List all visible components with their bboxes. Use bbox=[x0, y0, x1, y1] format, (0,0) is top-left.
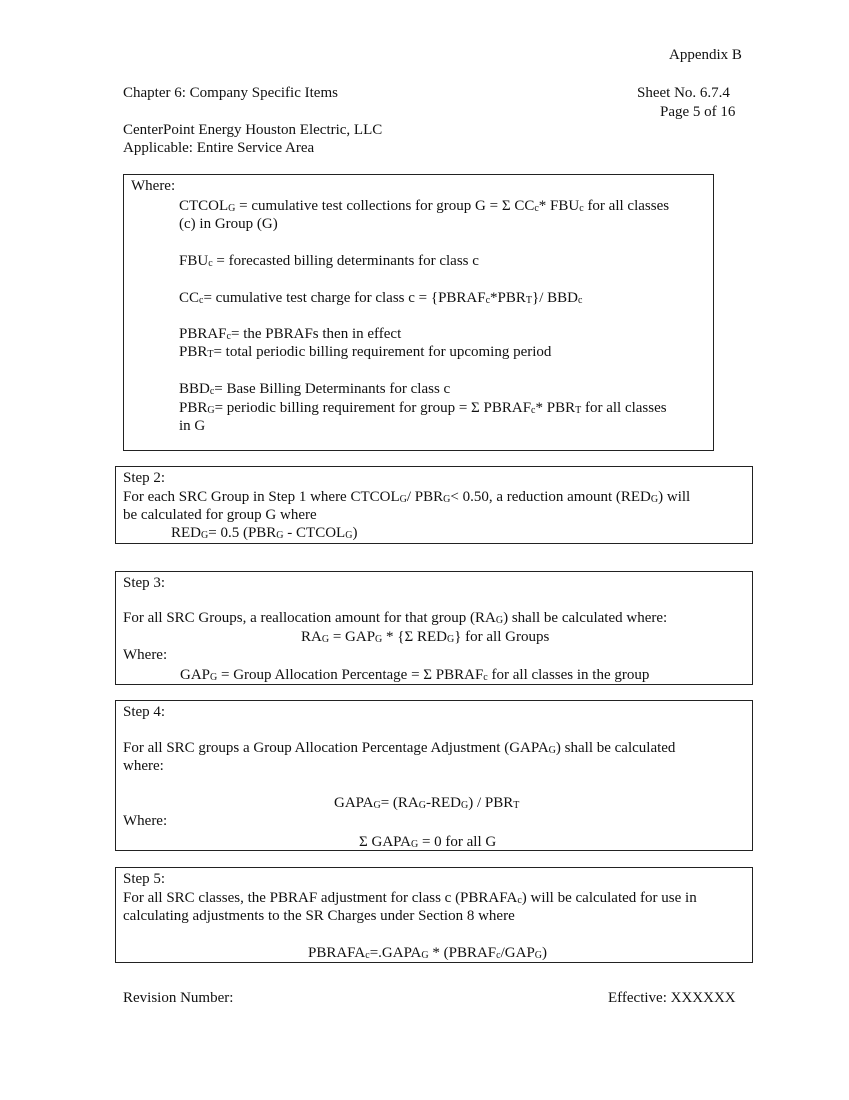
bbd-definition: $BBD_c=$ Base Billing Determinants for class c bbox=[179, 381, 451, 397]
step-4-box bbox=[115, 700, 753, 851]
ctcol-definition-cont: (c) in Group (G) bbox=[179, 216, 278, 232]
step-3-gap-definition: $GAP_G$ = Group Allocation Percentage = Σ $PBRAF_c$ for all classes in the group bbox=[180, 667, 650, 683]
ctcol-definition: $CTCOL_G$ = cumulative test collections for group G = Σ $CC_c*$ $FBU_c$ for all classes bbox=[179, 198, 670, 214]
step-4-text: For all SRC groups a Group Allocation Percentage Adjustment $(GAPA_G)$ shall be calculated bbox=[123, 740, 676, 756]
step-4-where: Where: bbox=[123, 813, 168, 829]
step-3-text: For all SRC Groups, a reallocation amount for that group $(RA_G)$ shall be calculated where: bbox=[123, 610, 668, 626]
pbrg-definition: $PBR_G=$ periodic billing requirement for group = Σ $PBRAF_c*$ $PBR_T$ for all classes bbox=[179, 400, 667, 416]
effective-date: Effective: XXXXXX bbox=[608, 990, 736, 1006]
step-3-where: Where: bbox=[123, 647, 168, 663]
where-heading: Where: bbox=[131, 178, 176, 194]
step-4-formula: $GAPA_G= (RA_G-RED_G) / PBR_T$ bbox=[334, 795, 520, 811]
step-5-text: For all SRC classes, the PBRAF adjustment for class c $(PBRAFA_c)$ will be calculated for use in bbox=[123, 890, 697, 906]
step-5-heading: Step 5: bbox=[123, 871, 166, 887]
step-5-box bbox=[115, 867, 753, 963]
revision-number: Revision Number: bbox=[123, 990, 234, 1006]
step-2-formula: $RED_G= 0.5$ ($PBR_G$ - $CTCOL_G$) bbox=[171, 525, 358, 541]
appendix-label: Appendix B bbox=[669, 47, 742, 63]
step-3-formula: $RA_G = GAP_G * \{\Sigma$ $RED_G$} for all Groups bbox=[301, 629, 550, 645]
step-4-text-cont: where: bbox=[123, 758, 164, 774]
sheet-number: Sheet No. 6.7.4 bbox=[637, 85, 730, 101]
step-2-text: For each SRC Group in Step 1 where $CTCOL_G/$ $PBR_G< 0.50$, a reduction amount $(RED_G)$ will bbox=[123, 489, 691, 505]
step-2-box bbox=[115, 466, 753, 544]
step-2-heading: Step 2: bbox=[123, 470, 166, 486]
step-3-heading: Step 3: bbox=[123, 575, 166, 591]
step-2-text-cont: be calculated for group G where bbox=[123, 507, 317, 523]
applicable-area: Applicable: Entire Service Area bbox=[123, 140, 315, 156]
page-number: Page 5 of 16 bbox=[660, 104, 736, 120]
pbrt-definition: $PBR_T=$ total periodic billing requirement for upcoming period bbox=[179, 344, 552, 360]
step-4-heading: Step 4: bbox=[123, 704, 166, 720]
chapter-title: Chapter 6: Company Specific Items bbox=[123, 85, 338, 101]
company-name: CenterPoint Energy Houston Electric, LLC bbox=[123, 122, 383, 138]
pbrg-definition-cont: in G bbox=[179, 418, 206, 434]
step-3-box bbox=[115, 571, 753, 685]
cc-definition: $CC_c=$ cumulative test charge for class $c = \{PBRAF_c*PBR_T\}/$ $BBD_c$ bbox=[179, 290, 583, 306]
fbu-definition: $FBU_c$ = forecasted billing determinants for class c bbox=[179, 253, 479, 269]
definitions-box bbox=[123, 174, 714, 451]
step-4-sum: Σ $GAPA_G = 0$ for all G bbox=[359, 834, 497, 850]
step-5-formula: $PBRAFA_c=.GAPA_G$ * $(PBRAF_c/GAP_G)$ bbox=[308, 945, 548, 961]
step-5-text-cont: calculating adjustments to the SR Charges under Section 8 where bbox=[123, 908, 515, 924]
pbraf-definition: $PBRAF_c=$ the PBRAFs then in effect bbox=[179, 326, 402, 342]
